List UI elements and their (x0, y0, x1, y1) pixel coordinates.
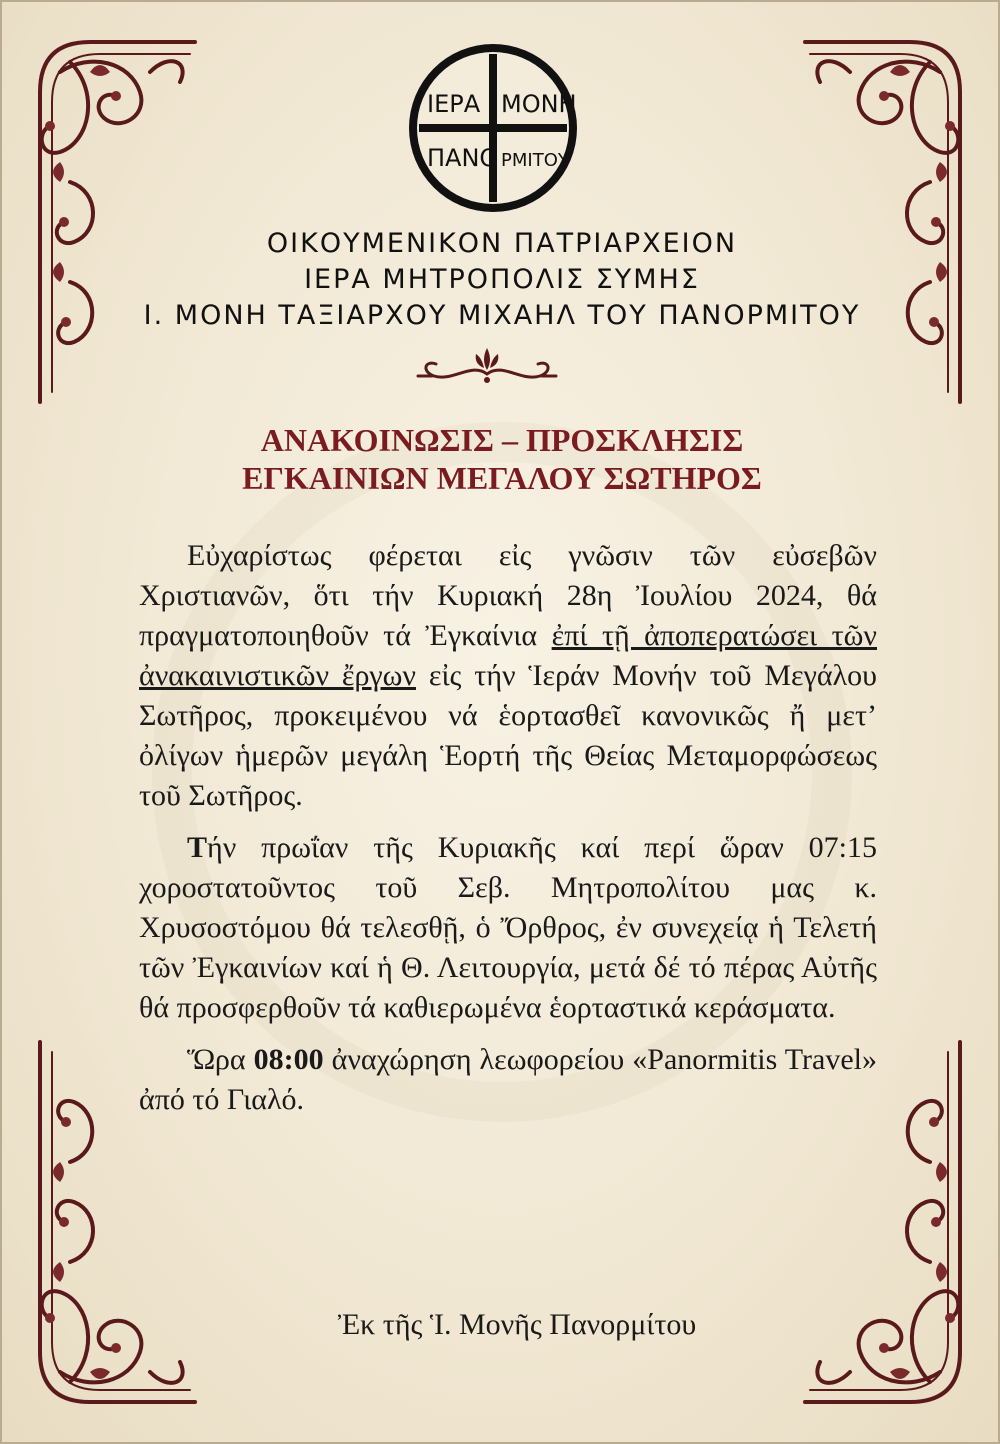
seal-letters-bottom-right: ΡΜΙΤΟΥ (501, 150, 569, 171)
signature: Ἐκ τῆς Ἱ. Μονῆς Πανορμίτου (337, 1308, 697, 1341)
paragraph-1-underlined: ἐπί τῇ ἀποπερατώσει τῶν ἀνακαινιστικῶν ἔργων (139, 619, 877, 692)
paragraph-3 (139, 1040, 877, 1120)
header-monastery: Ι. ΜΟΝΗ ΤΑΞΙΑΡΧΟΥ ΜΙΧΑΗΛ ΤΟΥ ΠΑΝΟΡΜΙΤΟΥ (143, 300, 861, 331)
paragraph-2-initial: Τ (187, 831, 208, 864)
announcement-body (139, 536, 877, 1132)
seal-letters-top-left: ΙΕΡΑ (427, 90, 481, 118)
announcement-subtitle: ΕΓΚΑΙΝΙΩΝ ΜΕΓΑΛΟΥ ΣΩΤΗΡΟΣ (242, 460, 762, 496)
header-metropolis: ΙΕΡΑ ΜΗΤΡΟΠΟΛΙΣ ΣΥΜΗΣ (304, 264, 700, 295)
monastery-seal-logo (405, 40, 581, 216)
paragraph-1-text-a: Εὐχαρίστως φέρεται εἰς γνῶσιν τῶν εὐσεβῶν Χριστιανῶν, ὅτι τήν Κυριακή 28η Ἰουλίου 2024, θά πραγματοποιηθοῦν τά Ἐγκαίνια (139, 539, 877, 652)
corner-ornament-top-right (800, 32, 970, 412)
paragraph-2 (139, 828, 877, 1028)
paragraph-3-text-a: Ὥρα (187, 1043, 254, 1076)
corner-ornament-top-left (30, 32, 200, 412)
paragraph-2-text: ήν πρωΐαν τῆς Κυριακῆς καί περί ὥραν 07:15 χοροστατοῦντος τοῦ Σεβ. Μητροπολίτου μας κ. Χρυσοστόμου θά τελεσθῇ, ὁ Ὄρθρος, ἐν συνεχείᾳ ἡ Τελετή τῶν Ἐγκαινίων καί ἡ Θ. Λειτουργία, μετά δέ τό πέρας Αὐτῆς θά προσφερθοῦν τά καθιερωμένα ἑορταστικά κεράσματα. (139, 831, 877, 1024)
departure-time: 08:00 (253, 1043, 324, 1076)
seal-letters-top-right: ΜΟΝΗ (501, 90, 577, 118)
divider-ornament (412, 342, 562, 392)
seal-letters-bottom-left: ΠΑΝΟ (427, 144, 499, 172)
paragraph-1 (139, 536, 877, 816)
announcement-title: ΑΝΑΚΟΙΝΩΣΙΣ – ΠΡΟΣΚΛΗΣΙΣ (260, 422, 744, 458)
paragraph-3-text-b: ἀναχώρηση λεωφορείου «Panormitis Travel» ἀπό τό Γιαλό. (139, 1043, 877, 1116)
header-patriarchate: ΟΙΚΟΥΜΕΝΙΚΟΝ ΠΑΤΡΙΑΡΧΕΙΟΝ (266, 228, 738, 259)
paragraph-1-text-b: εἰς τήν Ἱεράν Μονήν τοῦ Μεγάλου Σωτῆρος, προκειμένου νά ἑορτασθεῖ κανονικῶς ἤ μετ’ ὀλίγων ἡμερῶν μεγάλη Ἑορτή τῆς Θείας Μεταμορφώσεως τοῦ Σωτῆρος. (139, 659, 877, 812)
